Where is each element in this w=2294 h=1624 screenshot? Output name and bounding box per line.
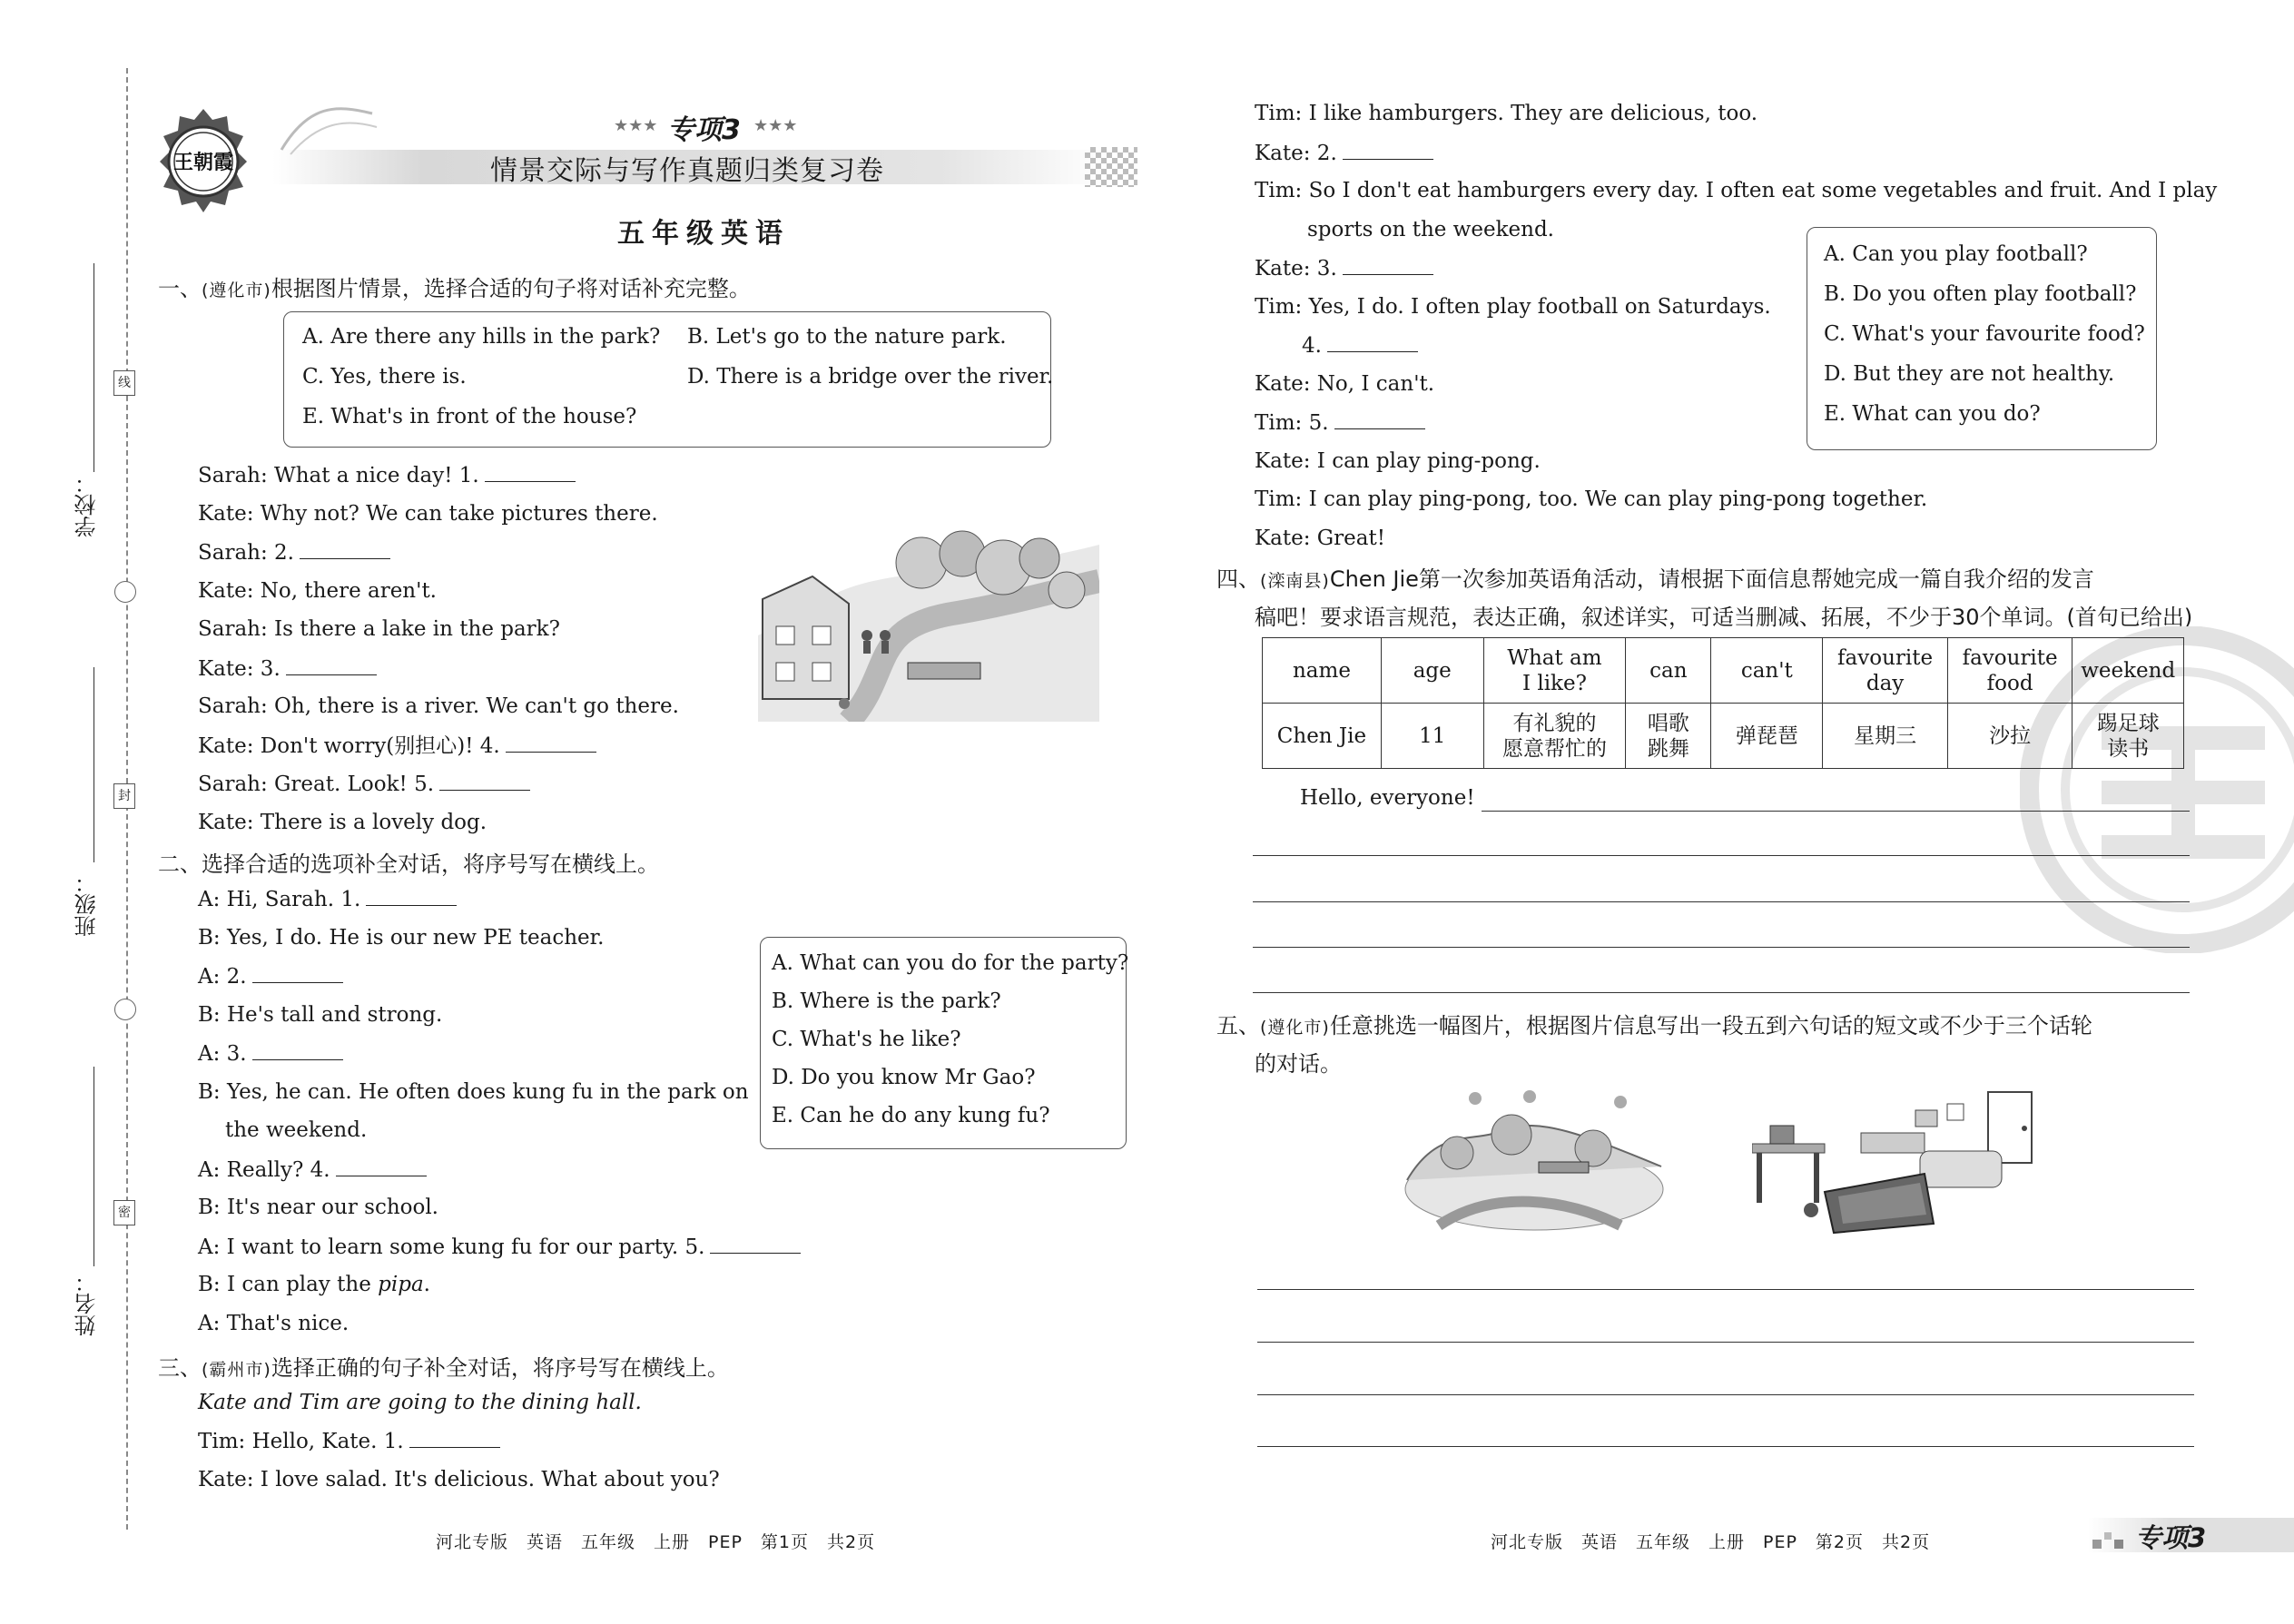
dialogue-line: B: Yes, I do. He is our new PE teacher.	[198, 925, 605, 950]
section2-instruction: 选择合适的选项补全对话，将序号写在横线上。	[202, 851, 659, 877]
dialogue-line: B: Yes, he can. He often does kung fu in the park on	[198, 1079, 749, 1104]
section2-option-d: D. Do you know Mr Gao?	[772, 1066, 1036, 1089]
section3-scene: Kate and Tim are going to the dining hall.	[198, 1391, 642, 1414]
data-cell: 有礼貌的 愿意帮忙的	[1483, 704, 1626, 769]
name-label: 姓名：	[74, 1271, 100, 1336]
data-cell: 沙拉	[1947, 704, 2072, 769]
dialogue-line: A: 2.	[198, 962, 801, 1001]
section2-option-box	[760, 937, 1127, 1149]
dialogue-line: Kate: 3.	[1255, 254, 2217, 293]
dialogue-line: Tim: I can play ping-pong, too. We can play ping-pong together.	[1255, 487, 1928, 511]
header-checker-pattern	[1085, 147, 1137, 187]
answer-blank[interactable]	[366, 885, 457, 906]
dialogue-line: Tim: I like hamburgers. They are delicious, too.	[1255, 102, 1758, 125]
data-cell: 弹琵琶	[1711, 704, 1823, 769]
dialogue-line: the weekend.	[225, 1118, 368, 1142]
dialogue-line: Kate: Why not? We can take pictures there.	[198, 501, 658, 526]
page-title: 情景交际与写作真题归类复习卷	[490, 155, 884, 187]
footer-left: 河北专版 英语 五年级 上册 PEP 第1页 共2页	[436, 1532, 876, 1552]
section1-option-a: A. Are there any hills in the park?	[302, 325, 661, 349]
dialogue-line: sports on the weekend.	[1307, 217, 1554, 241]
dialogue-line: B: He's tall and strong.	[198, 1002, 443, 1027]
dialogue-line: Tim: Hello, Kate. 1.	[198, 1427, 500, 1455]
section2-number: 二、	[158, 851, 202, 877]
binding-mark-feng: 封	[113, 783, 135, 809]
answer-blank[interactable]	[485, 461, 576, 482]
footer-badge: 专项3	[2135, 1522, 2207, 1553]
section4-number: 四、	[1216, 566, 1260, 592]
data-cell: 11	[1381, 704, 1483, 769]
section1-dialogue	[198, 461, 679, 847]
writing-line[interactable]	[1482, 811, 2190, 812]
section2-dialogue	[198, 885, 801, 1348]
logo-text: 王朝霞	[172, 152, 233, 174]
section4-region: (滦南县)	[1260, 571, 1330, 591]
info-table-header-row	[1263, 638, 2184, 704]
section3-instruction: 选择正确的句子补全对话，将序号写在横线上。	[271, 1355, 729, 1381]
writing-line[interactable]	[1257, 1289, 2194, 1290]
section3-option-b: B. Do you often play football?	[1824, 282, 2137, 306]
dialogue-line: Sarah: Great. Look! 5.	[198, 770, 679, 809]
dialogue-line: A: That's nice.	[198, 1311, 350, 1335]
answer-blank[interactable]	[1343, 254, 1433, 275]
nature-park-illustration	[1403, 1089, 1666, 1235]
header-cell: What am I like?	[1483, 638, 1626, 704]
section3-option-a: A. Can you play football?	[1824, 242, 2088, 266]
section1-region: (遵化市)	[202, 281, 271, 300]
info-table	[1262, 637, 2184, 769]
answer-blank[interactable]	[439, 770, 530, 791]
footer-badge-squares-icon	[2092, 1527, 2127, 1554]
dialogue-line: Tim: So I don't eat hamburgers every day. I often eat some vegetables and fruit. And I play	[1255, 179, 2218, 202]
section1-option-d: D. There is a bridge over the river.	[687, 365, 1054, 389]
dialogue-line: B: I can play the pipa.	[198, 1273, 430, 1296]
dialogue-line: A: Really? 4.	[198, 1156, 801, 1195]
header-cell: weekend	[2072, 638, 2184, 704]
section2-heading	[158, 846, 659, 878]
answer-blank[interactable]	[409, 1427, 500, 1448]
section1-number: 一、	[158, 276, 202, 301]
section4-instruction-line2: 稿吧！要求语言规范，表达正确，叙述详实，可适当删减、拓展，不少于30个单词。(首句已给出)	[1255, 605, 2193, 630]
dialogue-line: Kate: I love salad. It's delicious. What about you?	[198, 1468, 720, 1491]
header-cell: favourite day	[1823, 638, 1948, 704]
section1-option-c: C. Yes, there is.	[302, 365, 467, 389]
section2-option-a: A. What can you do for the party?	[772, 951, 1129, 975]
answer-blank[interactable]	[506, 732, 596, 753]
topic-stars-left-icon: ★★★	[614, 116, 658, 135]
school-label: 学校：	[74, 472, 100, 537]
header-cell: can't	[1711, 638, 1823, 704]
section1-option-e: E. What's in front of the house?	[302, 405, 637, 428]
data-cell: Chen Jie	[1263, 704, 1382, 769]
dialogue-line: Tim: 5.	[1255, 408, 2217, 448]
writing-line[interactable]	[1253, 992, 2190, 993]
topic-label: 专项3	[667, 114, 741, 146]
header-cell: name	[1263, 638, 1382, 704]
writing-line[interactable]	[1257, 1342, 2194, 1343]
header-cell: age	[1381, 638, 1483, 704]
section3-region: (霸州市)	[202, 1360, 271, 1380]
section4-first-sentence: Hello, everyone!	[1300, 786, 1475, 810]
answer-blank[interactable]	[1343, 139, 1433, 160]
data-cell: 踢足球 读书	[2072, 704, 2184, 769]
section3-number: 三、	[158, 1355, 202, 1381]
section2-option-e: E. Can he do any kung fu?	[772, 1104, 1050, 1127]
info-table-data-row	[1263, 704, 2184, 769]
dialogue-line: Kate: 2.	[1255, 139, 2217, 178]
dialogue-line: A: 3.	[198, 1039, 801, 1078]
section1-heading	[158, 271, 751, 302]
binding-circle-icon	[114, 581, 136, 603]
section5-region: (遵化市)	[1260, 1018, 1330, 1038]
writing-line[interactable]	[1257, 1394, 2194, 1395]
answer-blank[interactable]	[286, 655, 377, 675]
section3-option-d: D. But they are not healthy.	[1824, 362, 2115, 386]
section1-option-b: B. Let's go to the nature park.	[687, 325, 1007, 349]
data-cell: 星期三	[1823, 704, 1948, 769]
section3-option-c: C. What's your favourite food?	[1824, 322, 2145, 346]
section5-instruction-line2: 的对话。	[1255, 1051, 1342, 1077]
bedroom-illustration	[1752, 1088, 2047, 1235]
dialogue-line: Sarah: Is there a lake in the park?	[198, 617, 560, 641]
section3-option-e: E. What can you do?	[1824, 402, 2041, 426]
dialogue-line: Kate: Great!	[1255, 526, 1385, 550]
section1-option-box	[283, 311, 1054, 448]
dialogue-line: 4.	[1255, 331, 2217, 370]
section5-number: 五、	[1216, 1013, 1260, 1038]
dialogue-line: Kate: No, there aren't.	[198, 578, 437, 603]
header-cell: can	[1626, 638, 1711, 704]
answer-blank[interactable]	[252, 1039, 343, 1060]
section5-instruction-line1: 任意挑选一幅图片，根据图片信息写出一段五到六句话的短文或不少于三个话轮	[1329, 1013, 2092, 1038]
dialogue-line: A: I want to learn some kung fu for our party. 5.	[198, 1233, 801, 1272]
section3-option-box	[1807, 227, 2157, 450]
dialogue-line: Sarah: Oh, there is a river. We can't go there.	[198, 694, 679, 718]
dialogue-line: Kate: 3.	[198, 655, 679, 694]
header-cell: favourite food	[1947, 638, 2072, 704]
writing-line[interactable]	[1257, 1446, 2194, 1447]
answer-blank[interactable]	[300, 538, 390, 559]
writing-line[interactable]	[1253, 901, 2190, 902]
binding-mark-xian: 线	[113, 370, 135, 396]
section4-instruction-line1: Chen Jie第一次参加英语角活动，请根据下面信息帮她完成一篇自我介绍的发言	[1329, 566, 2094, 592]
answer-blank[interactable]	[252, 962, 343, 983]
dialogue-line: A: Hi, Sarah. 1.	[198, 885, 801, 924]
answer-blank[interactable]	[336, 1156, 427, 1176]
section1-instruction: 根据图片情景，选择合适的句子将对话补充完整。	[271, 276, 751, 301]
class-label: 班级：	[74, 871, 100, 937]
dialogue-line: Sarah: What a nice day! 1.	[198, 461, 679, 500]
data-cell: 唱歌 跳舞	[1626, 704, 1711, 769]
writing-line[interactable]	[1253, 947, 2190, 948]
park-illustration	[758, 527, 1099, 722]
section3-heading	[158, 1350, 729, 1382]
answer-blank[interactable]	[1334, 408, 1425, 429]
answer-blank[interactable]	[710, 1233, 801, 1254]
binding-mark-mi: 密	[113, 1200, 135, 1225]
dialogue-line: Kate: Don't worry(别担心)! 4.	[198, 732, 679, 771]
section4-heading	[1216, 561, 2094, 593]
answer-blank[interactable]	[1327, 331, 1418, 352]
dialogue-line: Sarah: 2.	[198, 538, 679, 577]
dialogue-line: Kate: I can play ping-pong.	[1255, 448, 1541, 473]
section2-option-c: C. What's he like?	[772, 1028, 961, 1051]
pipa-word: pipa	[378, 1273, 424, 1296]
footer-right: 河北专版 英语 五年级 上册 PEP 第2页 共2页	[1491, 1532, 1931, 1552]
section2-option-b: B. Where is the park?	[772, 989, 1001, 1013]
logo-emblem	[156, 107, 251, 214]
dialogue-line: Tim: Yes, I do. I often play football on Saturdays.	[1255, 294, 1771, 319]
header-ribbon-icon	[272, 95, 381, 162]
binding-circle-icon	[114, 999, 136, 1020]
section5-heading	[1216, 1008, 2092, 1039]
dialogue-line: B: It's near our school.	[198, 1196, 438, 1219]
dialogue-line: Kate: No, I can't.	[1255, 371, 1435, 396]
dialogue-line: Kate: There is a lovely dog.	[198, 810, 487, 834]
subject-title: 五年级英语	[617, 218, 790, 250]
topic-stars-right-icon: ★★★	[753, 116, 798, 135]
writing-line[interactable]	[1253, 855, 2190, 856]
